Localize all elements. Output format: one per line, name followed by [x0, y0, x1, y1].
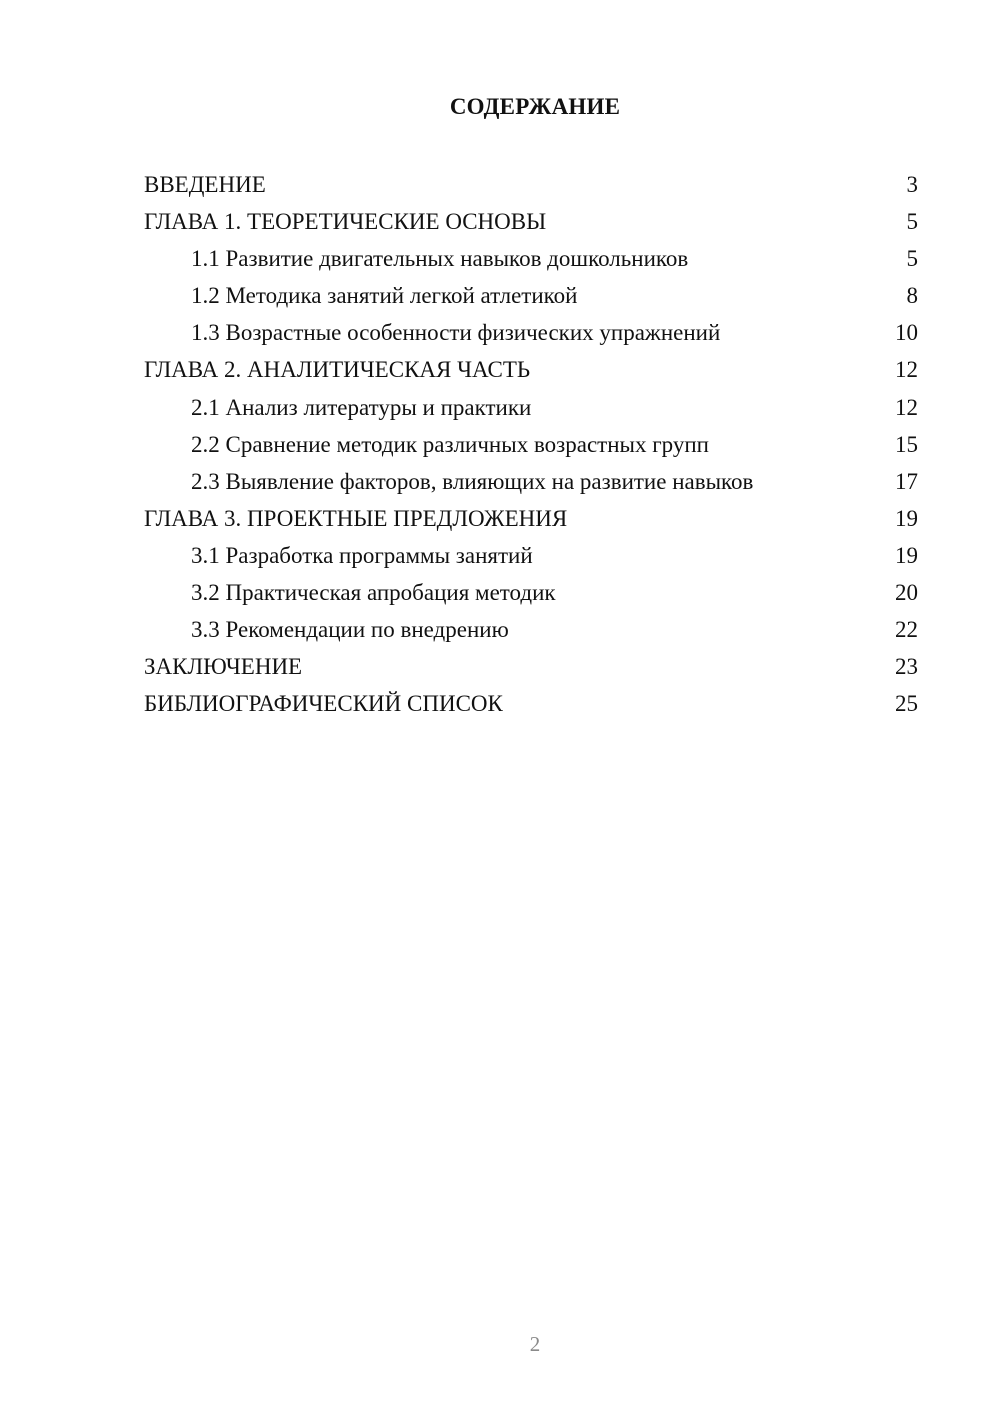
toc-entry-section-2-3[interactable]	[144, 465, 918, 502]
page-number: 2	[529, 1332, 541, 1356]
toc-entry-label: 3.2 Практическая апробация методик	[191, 580, 556, 606]
toc-entry-label: ГЛАВА 2. АНАЛИТИЧЕСКАЯ ЧАСТЬ	[144, 357, 531, 383]
toc-entry-section-1-1[interactable]	[144, 242, 918, 279]
toc-entry-page-number: 23	[895, 654, 918, 680]
toc-entry-section-3-3[interactable]	[144, 613, 918, 650]
toc-entry-label: ГЛАВА 3. ПРОЕКТНЫЕ ПРЕДЛОЖЕНИЯ	[144, 505, 568, 531]
toc-entry-page-number: 19	[895, 542, 918, 568]
toc-entry-section-1-2[interactable]	[144, 279, 918, 316]
toc-entry-chapter-1[interactable]	[144, 205, 918, 242]
toc-entry-section-2-2[interactable]	[144, 428, 918, 465]
toc-entry-label: ЗАКЛЮЧЕНИЕ	[144, 654, 303, 680]
toc-entry-chapter-3[interactable]	[144, 502, 918, 539]
toc-entry-page-number: 3	[906, 172, 918, 197]
toc-entry-page-number: 17	[895, 468, 918, 494]
toc-entry-label: БИБЛИОГРАФИЧЕСКИЙ СПИСОК	[144, 691, 503, 717]
toc-entry-page-number: 20	[895, 580, 918, 606]
toc-entry-page-number: 12	[895, 394, 918, 420]
toc-entry-page-number: 12	[895, 357, 918, 383]
toc-entry-page-number: 10	[895, 320, 918, 346]
page-title: СОДЕРЖАНИЕ	[449, 94, 621, 119]
toc-entry-section-2-1[interactable]	[144, 391, 918, 428]
toc-entry-label: 3.3 Рекомендации по внедрению	[191, 617, 509, 643]
toc-entry-bibliography[interactable]	[144, 687, 918, 724]
toc-entry-page-number: 15	[895, 431, 918, 457]
toc-entry-label: 1.3 Возрастные особенности физических упражнений	[191, 320, 721, 346]
toc-entry-conclusion[interactable]	[144, 650, 918, 687]
toc-entry-section-3-1[interactable]	[144, 539, 918, 576]
toc-entry-page-number: 8	[906, 283, 918, 309]
toc-entry-section-1-3[interactable]	[144, 316, 918, 353]
toc-entry-page-number: 19	[895, 505, 918, 531]
toc-entry-page-number: 5	[906, 246, 918, 272]
toc-entry-page-number: 22	[895, 617, 918, 643]
toc-entry-label: 3.1 Разработка программы занятий	[191, 542, 533, 568]
toc-entry-label: 2.2 Сравнение методик различных возрастных групп	[191, 431, 709, 457]
toc-entry-label: ВВЕДЕНИЕ	[144, 172, 266, 197]
toc-entry-introduction[interactable]	[144, 168, 918, 205]
toc-entry-page-number: 25	[895, 691, 918, 717]
table-of-contents	[144, 168, 918, 724]
toc-entry-label: 1.2 Методика занятий легкой атлетикой	[191, 283, 578, 309]
toc-entry-label: 2.1 Анализ литературы и практики	[191, 394, 532, 420]
toc-entry-chapter-2[interactable]	[144, 353, 918, 390]
toc-entry-label: 1.1 Развитие двигательных навыков дошкольников	[191, 246, 689, 272]
toc-entry-section-3-2[interactable]	[144, 576, 918, 613]
toc-entry-label: ГЛАВА 1. ТЕОРЕТИЧЕСКИЕ ОСНОВЫ	[144, 209, 547, 235]
toc-entry-label: 2.3 Выявление факторов, влияющих на развитие навыков	[191, 468, 754, 494]
toc-entry-page-number: 5	[906, 209, 918, 235]
